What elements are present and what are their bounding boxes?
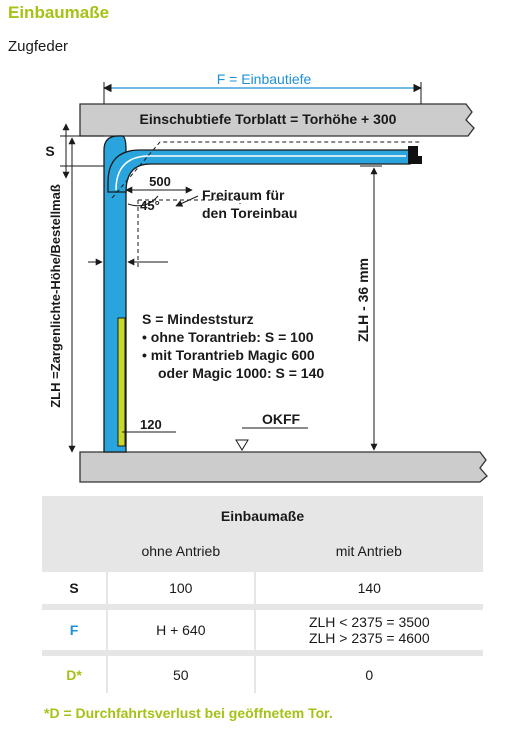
- cell-s-with: 140: [255, 569, 483, 607]
- cell-f-with: [255, 607, 483, 653]
- s-definition-line-4: oder Magic 1000: S = 140: [158, 365, 325, 381]
- table-title: Einbaumaße: [220, 508, 305, 524]
- freiraum-label-1: Freiraum für: [202, 187, 285, 203]
- s-definition-line-1: S = Mindeststurz: [142, 311, 254, 327]
- zlh-left-label: ZLH =Zargenlichte-Höhe/Bestellmaß: [48, 184, 63, 408]
- footnote: *D = Durchfahrtsverlust bei geöffnetem Tor.: [44, 705, 333, 721]
- row-label-f: F: [42, 607, 107, 653]
- table-row: [42, 607, 483, 653]
- table-row: [42, 569, 483, 607]
- freiraum-label-2: den Toreinbau: [202, 205, 298, 221]
- page-subtitle: Zugfeder: [8, 38, 69, 55]
- s-definition-line-3: • mit Torantrieb Magic 600: [142, 347, 315, 363]
- okff-label: OKFF: [262, 411, 301, 427]
- green-seal-profile: [118, 318, 125, 446]
- row-label-s: S: [42, 569, 107, 607]
- cell-s-without: 100: [107, 569, 255, 607]
- table-row: [42, 653, 483, 693]
- zlh-right-label: ZLH - 36 mm: [355, 257, 371, 343]
- dim-120-label: 120: [140, 417, 162, 432]
- col-header-with: mit Antrieb: [335, 543, 402, 559]
- row-label-d: D*: [42, 653, 107, 693]
- cell-f-with-line-1: ZLH < 2375 = 3500: [308, 614, 430, 630]
- dimensions-table: [42, 496, 483, 693]
- cell-d-with: 0: [255, 653, 483, 693]
- angle-label: 45°: [140, 198, 160, 213]
- s-definition-line-2: • ohne Torantrieb: S = 100: [142, 329, 314, 345]
- floor-slab: [80, 452, 487, 482]
- dim-500-label: 500: [149, 174, 171, 189]
- s-dimension-label: S: [45, 143, 55, 159]
- cell-f-with-line-2: ZLH > 2375 = 4600: [308, 630, 430, 646]
- ceiling-label: Einschubtiefe Torblatt = Torhöhe + 300: [139, 111, 397, 127]
- f-dimension-label: F = Einbautiefe: [216, 71, 312, 87]
- cell-d-without: 50: [107, 653, 255, 693]
- okff-marker: [236, 440, 248, 450]
- cell-f-without: H + 640: [107, 607, 255, 653]
- col-header-without: ohne Antrieb: [141, 543, 221, 559]
- page-title: Einbaumaße: [8, 3, 110, 22]
